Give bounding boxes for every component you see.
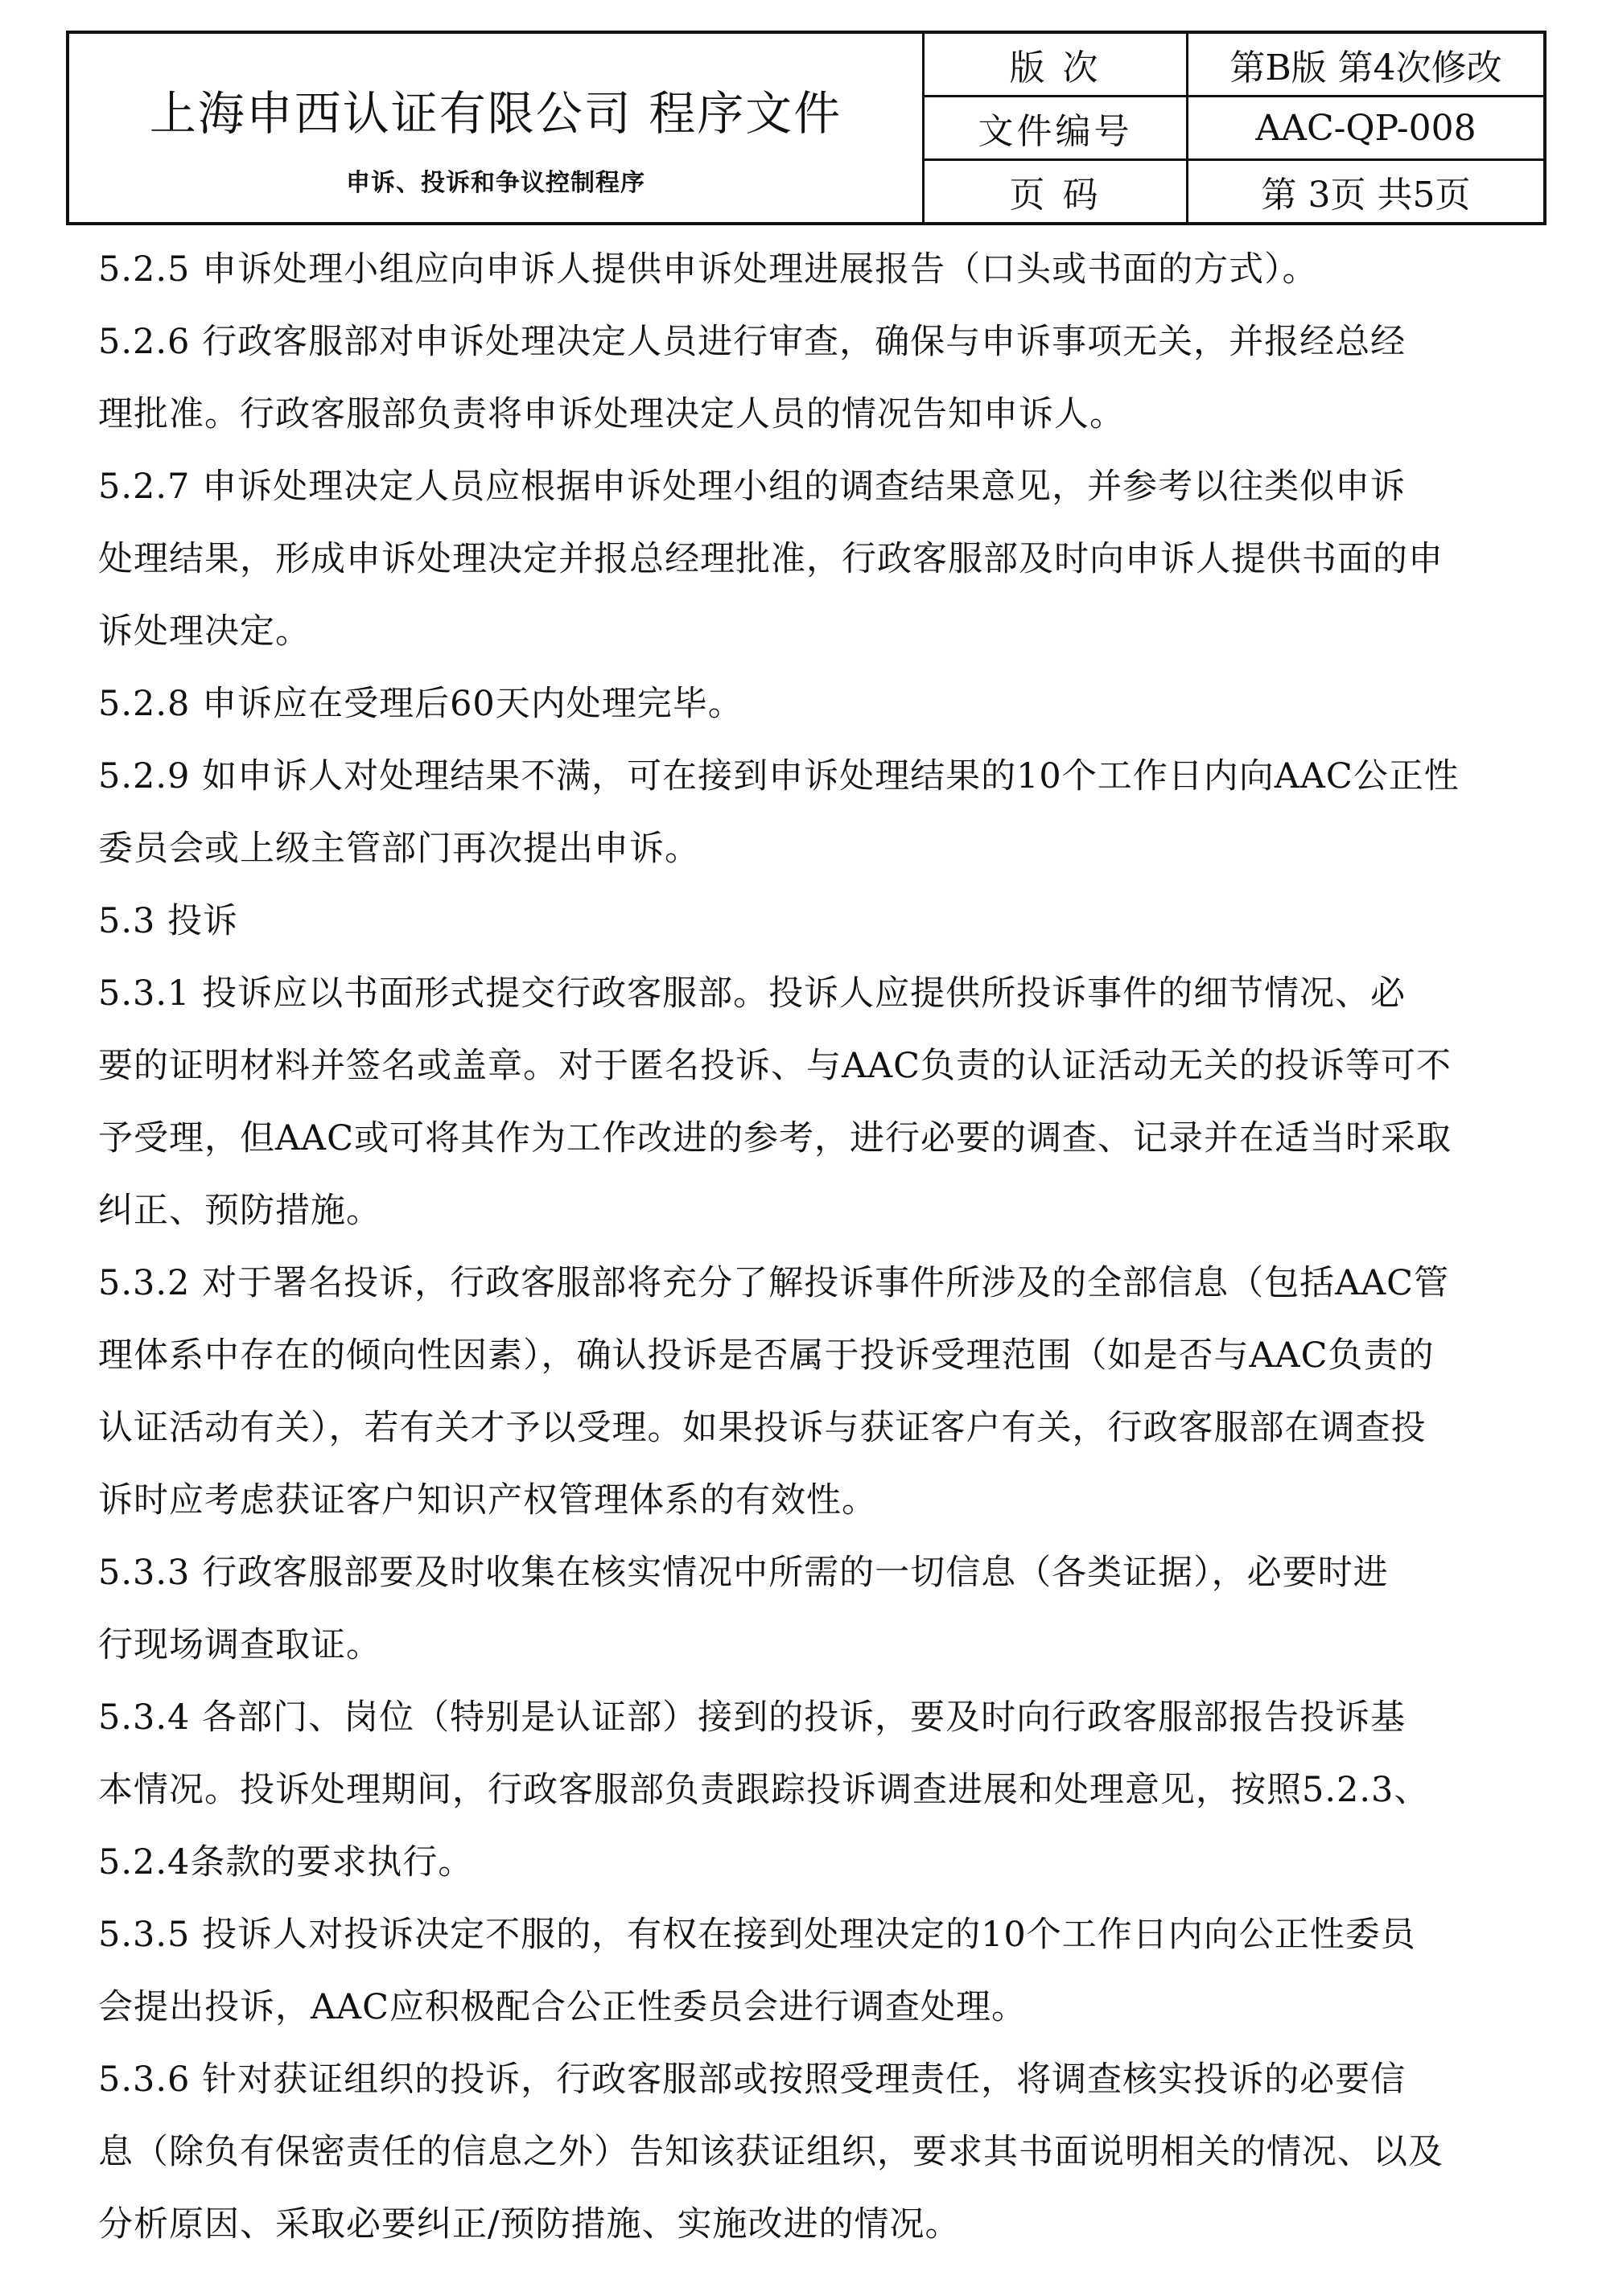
text-line: 5.3.6 针对获证组织的投诉，行政客服部或按照受理责任，将调查核实投诉的必要信 bbox=[98, 2059, 1406, 2100]
text-line: 5.2.8 申诉应在受理后60天内处理完毕。 bbox=[98, 684, 743, 724]
version-label: 版 次 bbox=[925, 34, 1188, 95]
header-info-table bbox=[925, 34, 1543, 222]
header-row-page bbox=[925, 161, 1543, 222]
text-line: 委员会或上级主管部门再次提出申诉。 bbox=[98, 829, 700, 869]
text-line: 5.2.5 申诉处理小组应向申诉人提供申诉处理进展报告（口头或书面的方式）。 bbox=[98, 249, 1318, 290]
page-label: 页 码 bbox=[925, 161, 1188, 222]
text-line: 认证活动有关），若有关才予以受理。如果投诉与获证客户有关，行政客服部在调查投 bbox=[98, 1408, 1427, 1448]
text-line: 息（除负有保密责任的信息之外）告知该获证组织，要求其书面说明相关的情况、以及 bbox=[98, 2132, 1444, 2172]
header-row-doc-number bbox=[925, 97, 1543, 161]
document-subtitle: 申诉、投诉和争议控制程序 bbox=[346, 169, 645, 197]
text-line: 5.3.2 对于署名投诉，行政客服部将充分了解投诉事件所涉及的全部信息（包括AAC管 bbox=[98, 1263, 1450, 1303]
text-line: 要的证明材料并签名或盖章。对于匿名投诉、与AAC负责的认证活动无关的投诉等可不 bbox=[98, 1046, 1452, 1086]
page-value: 第 3页 共5页 bbox=[1261, 175, 1471, 216]
text-line: 分析原因、采取必要纠正/预防措施、实施改进的情况。 bbox=[98, 2204, 961, 2245]
company-title: 上海申西认证有限公司 程序文件 bbox=[149, 86, 842, 141]
text-line: 5.3 投诉 bbox=[98, 901, 239, 941]
text-line: 5.3.3 行政客服部要及时收集在核实情况中所需的一切信息（各类证据），必要时进 bbox=[98, 1553, 1389, 1593]
document-header bbox=[66, 31, 1547, 225]
text-line: 行现场调查取证。 bbox=[98, 1625, 381, 1665]
text-line: 5.3.5 投诉人对投诉决定不服的，有权在接到处理决定的10个工作日内向公正性委员 bbox=[98, 1915, 1416, 1955]
text-line: 5.3.1 投诉应以书面形式提交行政客服部。投诉人应提供所投诉事件的细节情况、必 bbox=[98, 973, 1406, 1014]
text-line: 理批准。行政客服部负责将申诉处理决定人员的情况告知申诉人。 bbox=[98, 394, 1125, 434]
text-line: 纠正、预防措施。 bbox=[98, 1191, 381, 1231]
header-title-block bbox=[69, 34, 925, 222]
text-line: 5.2.4条款的要求执行。 bbox=[98, 1842, 474, 1882]
text-line: 本情况。投诉处理期间，行政客服部负责跟踪投诉调查进展和处理意见，按照5.2.3、 bbox=[98, 1770, 1430, 1810]
text-line: 会提出投诉，AAC应积极配合公正性委员会进行调查处理。 bbox=[98, 1987, 1028, 2027]
header-row-version bbox=[925, 34, 1543, 97]
text-line: 5.2.7 申诉处理决定人员应根据申诉处理小组的调查结果意见，并参考以往类似申诉 bbox=[98, 467, 1406, 507]
text-line: 予受理，但AAC或可将其作为工作改进的参考，进行必要的调查、记录并在适当时采取 bbox=[98, 1118, 1452, 1158]
text-line: 处理结果，形成申诉处理决定并报总经理批准，行政客服部及时向申诉人提供书面的申 bbox=[98, 539, 1444, 579]
version-value: 第B版 第4次修改 bbox=[1229, 47, 1502, 88]
doc-number-label: 文件编号 bbox=[925, 97, 1188, 158]
text-line: 诉时应考虑获证客户知识产权管理体系的有效性。 bbox=[98, 1480, 877, 1520]
doc-number-value: AAC-QP-008 bbox=[1255, 107, 1477, 149]
text-line: 5.2.9 如申诉人对处理结果不满，可在接到申诉处理结果的10个工作日内向AAC公正性 bbox=[98, 756, 1460, 796]
text-line: 理体系中存在的倾向性因素），确认投诉是否属于投诉受理范围（如是否与AAC负责的 bbox=[98, 1335, 1435, 1376]
text-line: 诉处理决定。 bbox=[98, 611, 311, 652]
text-line: 5.2.6 行政客服部对申诉处理决定人员进行审查，确保与申诉事项无关，并报经总经 bbox=[98, 322, 1406, 362]
text-line: 5.3.4 各部门、岗位（特别是认证部）接到的投诉，要及时向行政客服部报告投诉基 bbox=[98, 1697, 1406, 1738]
document-body bbox=[98, 233, 1522, 2261]
